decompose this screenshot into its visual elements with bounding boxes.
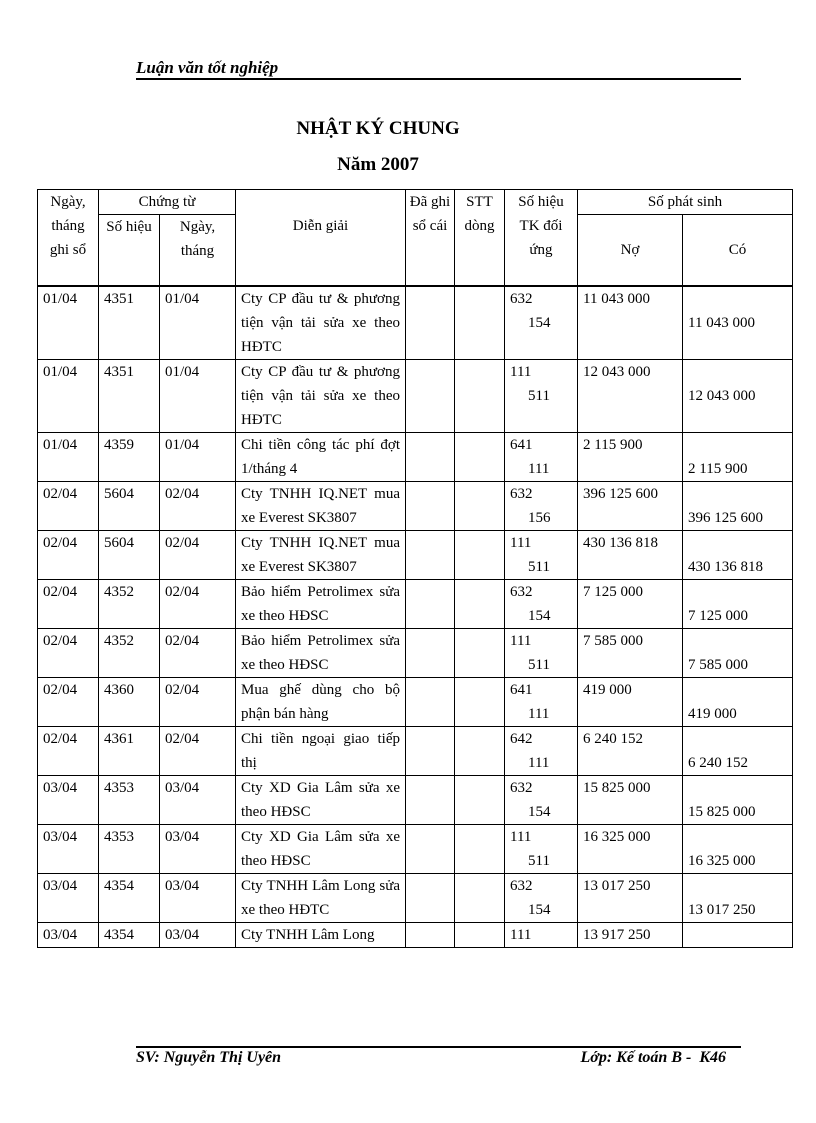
account-credit: 511: [528, 559, 550, 575]
cell-voucher-no: 4354: [99, 923, 160, 948]
footer-class: Lớp: Kế toán B - K46: [580, 1049, 726, 1066]
credit-amount: 419 000: [688, 706, 737, 722]
table-row: [38, 825, 793, 874]
credit-spacer: [688, 776, 787, 800]
cell-description: Cty CP đầu tư & phương tiện vận tải sửa xe theo HĐTC: [236, 286, 406, 360]
cell-voucher-date: 02/04: [160, 482, 236, 531]
cell-credit: [683, 776, 793, 825]
credit-spacer: [688, 580, 787, 604]
account-credit: 511: [528, 657, 550, 673]
cell-line-no: [455, 825, 505, 874]
credit-amount: 430 136 818: [688, 559, 763, 575]
cell-voucher-no: 5604: [99, 482, 160, 531]
cell-posted: [406, 482, 455, 531]
account-debit: 641: [510, 682, 533, 698]
cell-account: [505, 923, 578, 948]
cell-voucher-no: 4354: [99, 874, 160, 923]
cell-voucher-no: 4360: [99, 678, 160, 727]
journal-body: [38, 286, 793, 948]
cell-credit: [683, 727, 793, 776]
cell-description: Cty TNHH Lâm Long: [236, 923, 406, 948]
cell-date: 02/04: [38, 531, 99, 580]
account-debit: 111: [510, 829, 532, 845]
cell-voucher-no: 5604: [99, 531, 160, 580]
table-row: [38, 580, 793, 629]
cell-posted: [406, 360, 455, 433]
cell-date: 02/04: [38, 482, 99, 531]
cell-description: Chi tiền ngoại giao tiếp thị: [236, 727, 406, 776]
account-credit: 111: [528, 706, 550, 722]
cell-date: 03/04: [38, 874, 99, 923]
account-credit: 111: [528, 755, 550, 771]
cell-description: Cty TNHH IQ.NET mua xe Everest SK3807: [236, 531, 406, 580]
cell-credit: [683, 433, 793, 482]
cell-credit: [683, 360, 793, 433]
cell-credit: [683, 629, 793, 678]
cell-date: 01/04: [38, 433, 99, 482]
account-credit: 156: [528, 510, 551, 526]
cell-date: 03/04: [38, 825, 99, 874]
account-debit: 642: [510, 731, 533, 747]
cell-account: [505, 286, 578, 360]
cell-description: Bảo hiểm Petrolimex sửa xe theo HĐSC: [236, 629, 406, 678]
cell-debit: 2 115 900: [578, 433, 683, 482]
credit-spacer: [688, 923, 787, 947]
account-debit: 111: [510, 927, 532, 943]
cell-description: Chi tiền công tác phí đợt 1/tháng 4: [236, 433, 406, 482]
cell-credit: [683, 531, 793, 580]
cell-date: 03/04: [38, 776, 99, 825]
cell-date: 02/04: [38, 727, 99, 776]
cell-voucher-date: 02/04: [160, 580, 236, 629]
cell-voucher-date: 03/04: [160, 923, 236, 948]
account-debit: 111: [510, 364, 532, 380]
cell-voucher-no: 4359: [99, 433, 160, 482]
cell-debit: 7 125 000: [578, 580, 683, 629]
table-row: [38, 433, 793, 482]
account-credit: 154: [528, 315, 551, 331]
cell-description: Cty TNHH IQ.NET mua xe Everest SK3807: [236, 482, 406, 531]
cell-voucher-no: 4351: [99, 286, 160, 360]
cell-credit: [683, 580, 793, 629]
account-debit: 632: [510, 584, 533, 600]
credit-amount: 12 043 000: [688, 388, 756, 404]
table-row: [38, 482, 793, 531]
cell-line-no: [455, 874, 505, 923]
cell-credit: [683, 286, 793, 360]
cell-line-no: [455, 727, 505, 776]
credit-spacer: [688, 433, 787, 457]
credit-amount: 396 125 600: [688, 510, 763, 526]
cell-debit: 12 043 000: [578, 360, 683, 433]
cell-posted: [406, 874, 455, 923]
cell-posted: [406, 286, 455, 360]
cell-credit: [683, 678, 793, 727]
account-debit: 641: [510, 437, 533, 453]
cell-account: [505, 360, 578, 433]
account-credit: 511: [528, 388, 550, 404]
cell-date: 02/04: [38, 629, 99, 678]
cell-posted: [406, 678, 455, 727]
col-header-posted: Đã ghi sổ cái: [406, 190, 455, 287]
account-debit: 632: [510, 780, 533, 796]
table-row: [38, 286, 793, 360]
cell-voucher-no: 4353: [99, 825, 160, 874]
account-debit: 632: [510, 878, 533, 894]
col-header-line-no: STT dòng: [455, 190, 505, 287]
table-row: [38, 727, 793, 776]
table-row: [38, 531, 793, 580]
cell-line-no: [455, 286, 505, 360]
col-header-amount: Số phát sinh: [578, 190, 793, 215]
cell-posted: [406, 776, 455, 825]
cell-debit: 11 043 000: [578, 286, 683, 360]
cell-account: [505, 776, 578, 825]
credit-amount: 13 017 250: [688, 902, 756, 918]
col-header-date-recorded: Ngày, tháng ghi sổ: [38, 190, 99, 287]
cell-debit: 13 917 250: [578, 923, 683, 948]
cell-account: [505, 531, 578, 580]
cell-line-no: [455, 923, 505, 948]
cell-account: [505, 678, 578, 727]
cell-account: [505, 825, 578, 874]
credit-amount: 7 585 000: [688, 657, 748, 673]
cell-voucher-no: 4352: [99, 580, 160, 629]
credit-spacer: [688, 360, 787, 384]
running-header: Luận văn tốt nghiệp: [136, 58, 279, 77]
cell-voucher-no: 4353: [99, 776, 160, 825]
cell-description: Bảo hiểm Petrolimex sửa xe theo HĐSC: [236, 580, 406, 629]
cell-posted: [406, 580, 455, 629]
account-debit: 111: [510, 535, 532, 551]
cell-voucher-date: 01/04: [160, 360, 236, 433]
cell-date: 03/04: [38, 923, 99, 948]
cell-voucher-date: 02/04: [160, 629, 236, 678]
cell-description: Cty TNHH Lâm Long sửa xe theo HĐTC: [236, 874, 406, 923]
cell-posted: [406, 433, 455, 482]
cell-voucher-date: 01/04: [160, 433, 236, 482]
credit-amount: 11 043 000: [688, 315, 755, 331]
cell-line-no: [455, 360, 505, 433]
cell-voucher-date: 02/04: [160, 678, 236, 727]
cell-posted: [406, 825, 455, 874]
cell-voucher-date: 01/04: [160, 286, 236, 360]
cell-debit: 7 585 000: [578, 629, 683, 678]
credit-spacer: [688, 629, 787, 653]
cell-description: Cty XD Gia Lâm sửa xe theo HĐSC: [236, 825, 406, 874]
credit-amount: 2 115 900: [688, 461, 748, 477]
cell-debit: 430 136 818: [578, 531, 683, 580]
cell-voucher-date: 02/04: [160, 531, 236, 580]
cell-debit: 15 825 000: [578, 776, 683, 825]
cell-posted: [406, 727, 455, 776]
account-debit: 632: [510, 291, 533, 307]
cell-line-no: [455, 776, 505, 825]
cell-voucher-date: 03/04: [160, 776, 236, 825]
cell-credit: [683, 874, 793, 923]
account-credit: 511: [528, 853, 550, 869]
cell-posted: [406, 629, 455, 678]
cell-voucher-date: 03/04: [160, 825, 236, 874]
page-title: NHẬT KÝ CHUNG: [296, 118, 460, 139]
col-header-account: Số hiệu TK đối ứng: [505, 190, 578, 287]
credit-spacer: [688, 287, 787, 311]
col-header-voucher-date: Ngày, tháng: [160, 215, 236, 287]
credit-spacer: [688, 727, 787, 751]
page-subtitle-year: Năm 2007: [337, 154, 419, 175]
cell-account: [505, 874, 578, 923]
cell-line-no: [455, 531, 505, 580]
cell-credit: [683, 923, 793, 948]
credit-spacer: [688, 531, 787, 555]
cell-account: [505, 727, 578, 776]
cell-debit: 419 000: [578, 678, 683, 727]
account-credit: 111: [528, 461, 550, 477]
cell-line-no: [455, 580, 505, 629]
table-row: [38, 360, 793, 433]
account-credit: 154: [528, 902, 551, 918]
table-row: [38, 629, 793, 678]
cell-line-no: [455, 433, 505, 482]
cell-description: Mua ghế dùng cho bộ phận bán hàng: [236, 678, 406, 727]
cell-debit: 13 017 250: [578, 874, 683, 923]
account-debit: 632: [510, 486, 533, 502]
col-header-debit: Nợ: [578, 215, 683, 287]
journal-table: [37, 189, 793, 948]
credit-spacer: [688, 482, 787, 506]
cell-date: 02/04: [38, 678, 99, 727]
account-debit: 111: [510, 633, 532, 649]
cell-description: Cty CP đầu tư & phương tiện vận tải sửa xe theo HĐTC: [236, 360, 406, 433]
cell-credit: [683, 825, 793, 874]
account-credit: 154: [528, 804, 551, 820]
credit-amount: 15 825 000: [688, 804, 756, 820]
table-row: [38, 678, 793, 727]
cell-date: 01/04: [38, 360, 99, 433]
cell-line-no: [455, 482, 505, 531]
cell-voucher-no: 4352: [99, 629, 160, 678]
col-header-voucher: Chứng từ: [99, 190, 236, 215]
footer-student: SV: Nguyễn Thị Uyên: [136, 1049, 282, 1066]
cell-credit: [683, 482, 793, 531]
credit-amount: 16 325 000: [688, 853, 756, 869]
cell-date: 01/04: [38, 286, 99, 360]
cell-line-no: [455, 629, 505, 678]
cell-account: [505, 629, 578, 678]
footer-rule: [136, 1046, 741, 1048]
cell-debit: 396 125 600: [578, 482, 683, 531]
header-rule: [136, 78, 741, 80]
credit-amount: 6 240 152: [688, 755, 748, 771]
cell-posted: [406, 531, 455, 580]
col-header-voucher-no: Số hiệu: [99, 215, 160, 287]
cell-debit: 6 240 152: [578, 727, 683, 776]
table-row: [38, 776, 793, 825]
credit-spacer: [688, 874, 787, 898]
cell-account: [505, 580, 578, 629]
cell-voucher-no: 4361: [99, 727, 160, 776]
cell-account: [505, 482, 578, 531]
credit-amount: 7 125 000: [688, 608, 748, 624]
cell-posted: [406, 923, 455, 948]
col-header-description: Diễn giải: [236, 190, 406, 287]
credit-spacer: [688, 825, 787, 849]
table-row: [38, 874, 793, 923]
credit-spacer: [688, 678, 787, 702]
cell-account: [505, 433, 578, 482]
table-row: [38, 923, 793, 948]
cell-line-no: [455, 678, 505, 727]
col-header-credit: Có: [683, 215, 793, 287]
account-credit: 154: [528, 608, 551, 624]
cell-description: Cty XD Gia Lâm sửa xe theo HĐSC: [236, 776, 406, 825]
cell-voucher-date: 02/04: [160, 727, 236, 776]
cell-debit: 16 325 000: [578, 825, 683, 874]
cell-date: 02/04: [38, 580, 99, 629]
cell-voucher-no: 4351: [99, 360, 160, 433]
cell-voucher-date: 03/04: [160, 874, 236, 923]
